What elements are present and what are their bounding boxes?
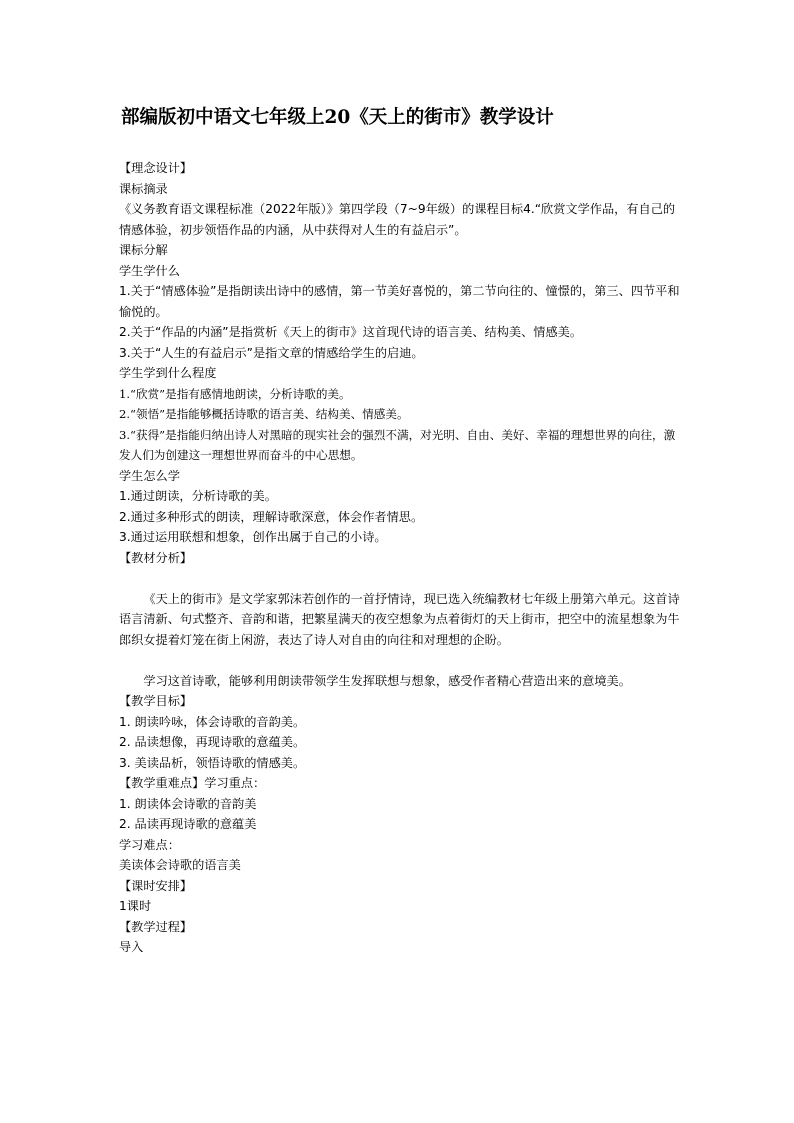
list-item: 3.关于“人生的有益启示”是指文章的情感给学生的启迪。 — [119, 345, 424, 360]
subheading-introduction: 导入 — [119, 940, 144, 954]
document-body — [119, 158, 684, 958]
list-item: 2.“领悟”是指能够概括诗歌的语言美、结构美、情感美。 — [119, 407, 409, 421]
section-heading-schedule: 【课时安排】 — [119, 878, 193, 893]
list-item: 1.关于“情感体验”是指朗读出诗中的感情，第一节美好喜悦的，第二节向往的、憧憬的，第三、四节平和愉悦的。 — [119, 284, 680, 319]
list-item: 1.“欣赏”是指有感情地朗读，分析诗歌的美。 — [119, 386, 351, 401]
list-item: 1. 朗读吟咏，体会诗歌的音韵美。 — [119, 714, 306, 729]
paragraph-schedule: 1课时 — [119, 899, 152, 913]
section-heading-concept: 【理念设计】 — [119, 161, 193, 175]
paragraph-difficulty: 美读体会诗歌的语言美 — [119, 858, 241, 872]
subheading-standard-excerpt: 课标摘录 — [119, 181, 168, 196]
list-item: 3.通过运用联想和想象，创作出属于自己的小诗。 — [119, 530, 387, 544]
blank-line — [119, 650, 684, 671]
section-heading-process: 【教学过程】 — [119, 919, 193, 934]
document-title: 部编版初中语文七年级上20《天上的街市》教学设计 — [121, 107, 554, 128]
list-item: 1.通过朗读，分析诗歌的美。 — [119, 489, 277, 503]
subheading-what-to-learn: 学生学什么 — [119, 263, 180, 278]
subheading-difficulty: 学习难点： — [119, 837, 180, 852]
subheading-learning-degree: 学生学到什么程度 — [119, 366, 217, 380]
paragraph-learning-value: 学习这首诗歌，能够利用朗读带领学生发挥联想与想象，感受作者精心营造出来的意境美。 — [143, 673, 631, 688]
blank-line — [119, 568, 684, 589]
subheading-how-to-learn: 学生怎么学 — [119, 468, 180, 483]
paragraph-textbook-analysis: 《天上的街市》是文学家郭沫若创作的一首抒情诗，现已选入统编教材七年级上册第六单元。这首诗语言清新、句式整齐、音韵和谐，把繁星满天的夜空想象为点着街灯的天上街市，把空中的流星想象为牛郎织女提着灯笼在街上闲游，表达了诗人对自由的向往和对理想的企盼。 — [119, 591, 680, 647]
list-item: 2.通过多种形式的朗读，理解诗歌深意，体会作者情思。 — [119, 509, 424, 524]
paragraph-standard-quote: 《义务教育语文课程标准（2022年版）》第四学段（7~9年级）的课程目标4.“欣赏文学作品，有自己的情感体验，初步领悟作品的内涵，从中获得对人生的有益启示”。 — [119, 202, 676, 237]
section-heading-key-points: 【教学重难点】学习重点： — [119, 776, 266, 790]
list-item: 2. 品读再现诗歌的意蕴美 — [119, 817, 257, 831]
list-item: 2.关于“作品的内涵”是指赏析《天上的街市》这首现代诗的语言美、结构美、情感美。 — [119, 325, 583, 339]
list-item: 3. 美读品析，领悟诗歌的情感美。 — [119, 755, 306, 770]
list-item: 2. 品读想像，再现诗歌的意蕴美。 — [119, 735, 306, 749]
section-heading-teaching-goals: 【教学目标】 — [119, 694, 193, 708]
subheading-standard-breakdown: 课标分解 — [119, 243, 168, 257]
list-item: 3.“获得”是指能归纳出诗人对黑暗的现实社会的强烈不满，对光明、自由、美好、幸福的理想世界的向往，激发人们为创建这一理想世界而奋斗的中心思想。 — [119, 427, 676, 462]
list-item: 1. 朗读体会诗歌的音韵美 — [119, 796, 257, 811]
section-heading-textbook-analysis: 【教材分析】 — [119, 550, 193, 565]
